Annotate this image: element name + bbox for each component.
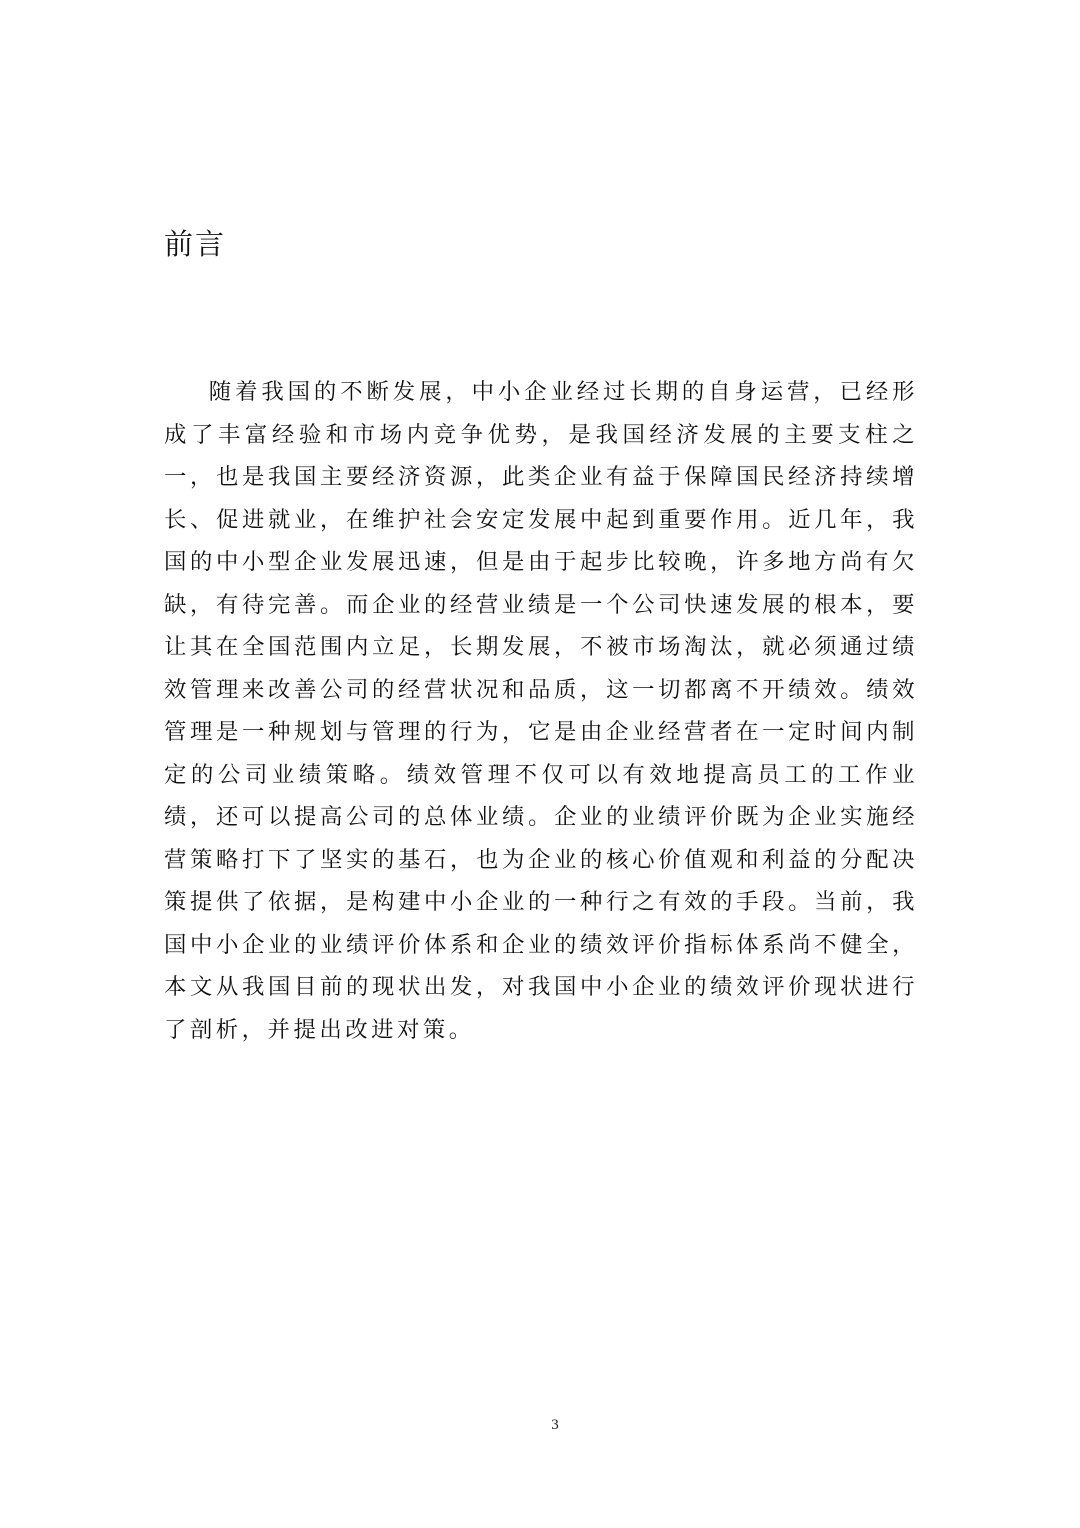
section-heading: 前言 — [164, 227, 227, 261]
body-paragraph: 随着我国的不断发展，中小企业经过长期的自身运营，已经形成了丰富经验和市场内竞争优势，是我国经济发展的主要支柱之一，也是我国主要经济资源，此类企业有益于保障国民经济持续增长、促进就业，在维护社会安定发展中起到重要作用。近几年，我国的中小型企业发展迅速，但是由于起步比较晚，许多地方尚有欠缺，有待完善。而企业的经营业绩是一个公司快速发展的根本，要让其在全国范围内立足，长期发展，不被市场淘汰，就必须通过绩效管理来改善公司的经营状况和品质，这一切都离不开绩效。绩效管理是一种规划与管理的行为，它是由企业经营者在一定时间内制定的公司业绩策略。绩效管理不仅可以有效地提高员工的工作业绩，还可以提高公司的总体业绩。企业的业绩评价既为企业实施经营策略打下了坚实的基石，也为企业的核心价值观和利益的分配决策提供了依据，是构建中小企业的一种行之有效的手段。当前，我国中小企业的业绩评价体系和企业的绩效评价指标体系尚不健全，本文从我国目前的现状出发，对我国中小企业的绩效评价现状进行了剖析，并提出改进对策。 — [164, 379, 918, 1043]
page-number: 3 — [551, 1417, 559, 1433]
